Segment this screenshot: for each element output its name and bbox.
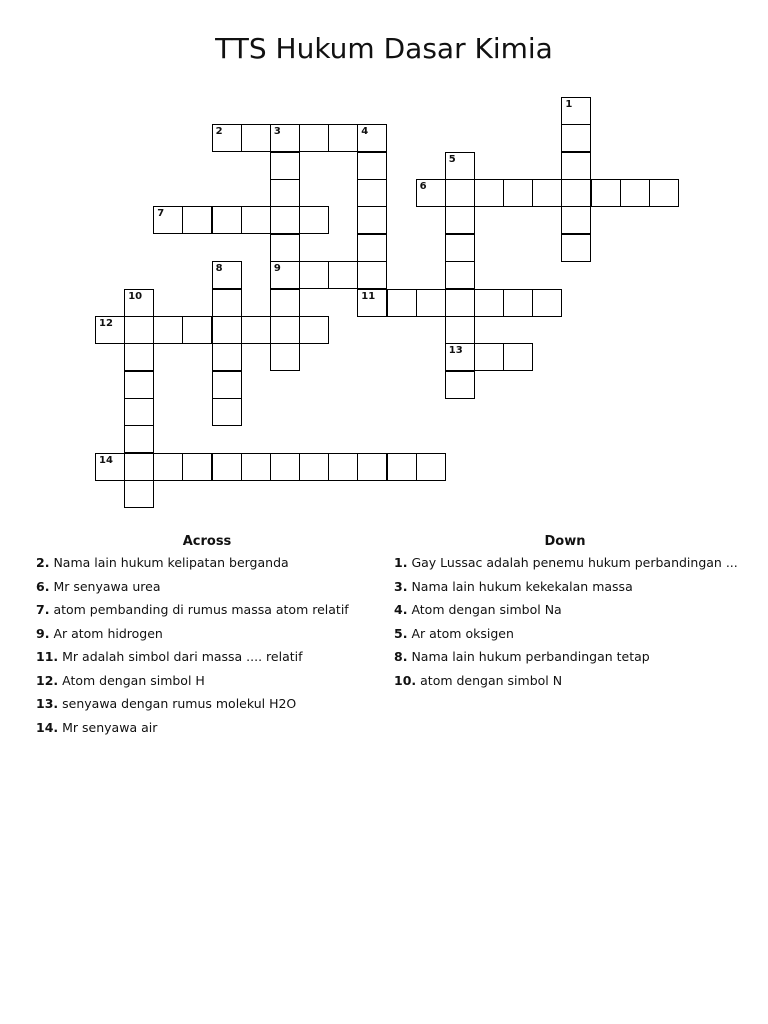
crossword-cell[interactable]: [95, 453, 125, 481]
crossword-cell[interactable]: [445, 261, 475, 289]
crossword-cell[interactable]: [270, 124, 300, 152]
crossword-cell[interactable]: [241, 316, 271, 344]
crossword-cell[interactable]: [182, 453, 212, 481]
clue-down-4: 4. Atom dengan simbol Na: [394, 602, 562, 617]
crossword-cell[interactable]: [328, 124, 358, 152]
crossword-cell[interactable]: [357, 289, 387, 317]
crossword-cell[interactable]: [532, 289, 562, 317]
crossword-cell[interactable]: [561, 124, 591, 152]
crossword-cell[interactable]: [212, 453, 242, 481]
crossword-cell[interactable]: [299, 261, 329, 289]
crossword-cell[interactable]: [445, 289, 475, 317]
crossword-cell[interactable]: [445, 152, 475, 180]
crossword-cell[interactable]: [124, 453, 154, 481]
crossword-cell[interactable]: [182, 316, 212, 344]
clue-down-5: 5. Ar atom oksigen: [394, 625, 514, 641]
cell-number: 3: [273, 126, 281, 138]
crossword-cell[interactable]: [532, 179, 562, 207]
crossword-cell[interactable]: [212, 398, 242, 426]
cell-number: 13: [448, 345, 463, 357]
clue-down-8: 8. Nama lain hukum perbandingan tetap: [394, 649, 650, 664]
crossword-cell[interactable]: [124, 371, 154, 399]
crossword-cell[interactable]: [387, 453, 417, 481]
crossword-cell[interactable]: [474, 179, 504, 207]
clue-across-7: 7. atom pembanding di rumus massa atom relatif: [36, 602, 349, 617]
crossword-cell[interactable]: [416, 289, 446, 317]
clue-across-12: 12. Atom dengan simbol H: [36, 672, 205, 688]
crossword-cell[interactable]: [328, 453, 358, 481]
clue-down-3: 3. Nama lain hukum kekekalan massa: [394, 578, 633, 594]
cell-number: 2: [215, 126, 223, 138]
crossword-cell[interactable]: [299, 124, 329, 152]
cell-number: 12: [99, 317, 113, 329]
crossword-cell[interactable]: [212, 206, 242, 234]
crossword-cell[interactable]: [270, 179, 300, 207]
cell-number: 4: [361, 126, 369, 138]
crossword-cell[interactable]: [124, 480, 154, 508]
crossword-cell[interactable]: [445, 343, 475, 371]
crossword-cell[interactable]: [212, 289, 242, 317]
crossword-cell[interactable]: [299, 206, 329, 234]
crossword-cell[interactable]: [416, 453, 446, 481]
crossword-cell[interactable]: [124, 316, 154, 344]
crossword-cell[interactable]: [212, 316, 242, 344]
crossword-cell[interactable]: [357, 261, 387, 289]
crossword-cell[interactable]: [124, 425, 154, 453]
crossword-cell[interactable]: [153, 453, 183, 481]
crossword-cell[interactable]: [357, 234, 387, 262]
cell-number: 9: [273, 263, 281, 275]
crossword-cell[interactable]: [153, 316, 183, 344]
crossword-cell[interactable]: [212, 371, 242, 399]
cell-number: 14: [99, 454, 113, 466]
cell-number: 1: [565, 99, 573, 110]
crossword-cell[interactable]: [503, 343, 533, 371]
crossword-cell[interactable]: [241, 124, 271, 152]
crossword-cell[interactable]: [270, 316, 300, 344]
crossword-cell[interactable]: [357, 152, 387, 180]
clue-across-13: 13. senyawa dengan rumus molekul H2O: [36, 696, 297, 711]
crossword-cell[interactable]: [357, 206, 387, 234]
crossword-cell[interactable]: [241, 453, 271, 481]
crossword-cell[interactable]: [357, 179, 387, 207]
crossword-cell[interactable]: [445, 179, 475, 207]
crossword-cell[interactable]: [270, 453, 300, 481]
crossword-cell[interactable]: [270, 206, 300, 234]
crossword-cell[interactable]: [212, 261, 242, 289]
clue-across-9: 9. Ar atom hidrogen: [36, 625, 163, 641]
crossword-cell[interactable]: [620, 179, 650, 207]
down-heading: Down: [544, 534, 586, 549]
crossword-cell[interactable]: [212, 124, 242, 152]
clue-across-6: 6. Mr senyawa urea: [36, 578, 161, 594]
crossword-cell[interactable]: [445, 206, 475, 234]
clue-down-1: 1. Gay Lussac adalah penemu hukum perbandingan ...: [394, 555, 738, 570]
crossword-cell[interactable]: [561, 179, 591, 207]
crossword-cell[interactable]: [649, 179, 679, 207]
crossword-cell[interactable]: [328, 261, 358, 289]
cell-number: 10: [128, 290, 143, 302]
crossword-cell[interactable]: [124, 343, 154, 371]
cell-number: 6: [419, 181, 427, 193]
crossword-cell[interactable]: [270, 289, 300, 317]
cell-number: 5: [448, 153, 456, 165]
crossword-cell[interactable]: [474, 289, 504, 317]
crossword-cell[interactable]: [124, 398, 154, 426]
clue-across-11: 11. Mr adalah simbol dari massa .... relatif: [36, 649, 303, 664]
crossword-cell[interactable]: [445, 234, 475, 262]
across-clues: [36, 534, 378, 742]
crossword-cell[interactable]: [387, 289, 417, 317]
clue-across-14: 14. Mr senyawa air: [36, 719, 158, 735]
cell-number: 8: [215, 263, 223, 275]
crossword-cell[interactable]: [299, 316, 329, 344]
crossword-cell[interactable]: [503, 289, 533, 317]
crossword-cell[interactable]: [95, 316, 125, 344]
down-clues: [394, 534, 736, 695]
crossword-cell[interactable]: [416, 179, 446, 207]
page-title: TTS Hukum Dasar Kimia: [215, 32, 553, 65]
clue-across-2: 2. Nama lain hukum kelipatan berganda: [36, 555, 289, 570]
cell-number: 7: [157, 208, 165, 220]
crossword-cell[interactable]: [182, 206, 212, 234]
crossword-cell[interactable]: [503, 179, 533, 207]
crossword-cell[interactable]: [270, 152, 300, 180]
crossword-cell[interactable]: [212, 343, 242, 371]
crossword-cell[interactable]: [241, 206, 271, 234]
crossword-cell[interactable]: [445, 316, 475, 344]
crossword-cell[interactable]: [270, 343, 300, 371]
cell-number: 11: [361, 290, 376, 302]
crossword-cell[interactable]: [299, 453, 329, 481]
crossword-cell[interactable]: [561, 97, 591, 125]
crossword-cell[interactable]: [270, 234, 300, 262]
crossword-cell[interactable]: [124, 289, 154, 317]
crossword-cell[interactable]: [357, 124, 387, 152]
crossword-cell[interactable]: [561, 206, 591, 234]
crossword-cell[interactable]: [357, 453, 387, 481]
crossword-cell[interactable]: [445, 371, 475, 399]
crossword-cell[interactable]: [561, 234, 591, 262]
crossword-cell[interactable]: [270, 261, 300, 289]
crossword-cell[interactable]: [153, 206, 183, 234]
crossword-cell[interactable]: [561, 152, 591, 180]
across-heading: Across: [182, 534, 232, 549]
crossword-cell[interactable]: [474, 343, 504, 371]
crossword-cell[interactable]: [591, 179, 621, 207]
clue-down-10: 10. atom dengan simbol N: [394, 672, 563, 688]
